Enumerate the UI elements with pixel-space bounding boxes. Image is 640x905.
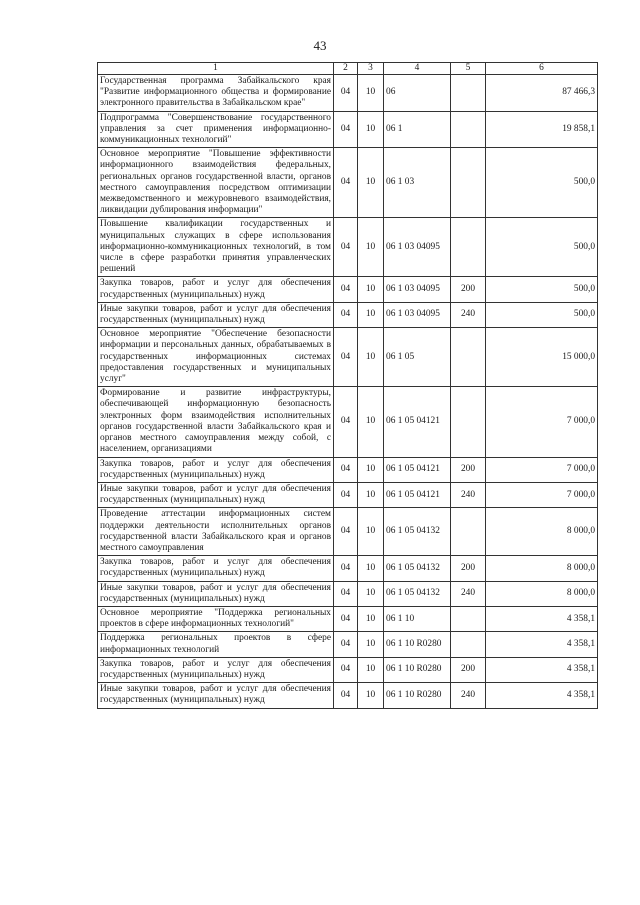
row-section: 04 bbox=[334, 111, 358, 148]
row-expense-type: 240 bbox=[451, 581, 486, 606]
row-target-code: 06 1 05 bbox=[384, 328, 451, 387]
row-subsection: 10 bbox=[358, 387, 384, 457]
row-subsection: 10 bbox=[358, 148, 384, 218]
row-name: Иные закупки товаров, работ и услуг для обеспечения государственных (муниципальных) нужд bbox=[98, 683, 334, 708]
row-target-code: 06 1 05 04121 bbox=[384, 387, 451, 457]
row-expense-type bbox=[451, 75, 486, 112]
row-amount: 8 000,0 bbox=[486, 508, 598, 556]
row-target-code: 06 1 10 R0280 bbox=[384, 683, 451, 708]
row-name: Закупка товаров, работ и услуг для обеспечения государственных (муниципальных) нужд bbox=[98, 556, 334, 581]
header-row bbox=[98, 63, 598, 75]
row-expense-type bbox=[451, 218, 486, 277]
row-subsection: 10 bbox=[358, 302, 384, 327]
table-row bbox=[98, 606, 598, 631]
row-section: 04 bbox=[334, 657, 358, 682]
row-expense-type bbox=[451, 387, 486, 457]
row-amount: 4 358,1 bbox=[486, 657, 598, 682]
row-name: Проведение аттестации информационных систем поддержки деятельности исполнительных органов государственной власти Забайкальского края и органов местного самоуправления bbox=[98, 508, 334, 556]
row-section: 04 bbox=[334, 482, 358, 507]
row-name: Подпрограмма "Совершенствование государственного управления за счет применения информационно-коммуникационных технологий" bbox=[98, 111, 334, 148]
row-amount: 15 000,0 bbox=[486, 328, 598, 387]
row-target-code: 06 1 03 04095 bbox=[384, 302, 451, 327]
row-amount: 4 358,1 bbox=[486, 606, 598, 631]
page-number: 43 bbox=[313, 38, 327, 53]
row-subsection: 10 bbox=[358, 581, 384, 606]
row-amount: 7 000,0 bbox=[486, 387, 598, 457]
row-name: Основное мероприятие "Поддержка региональных проектов в сфере информационных технологий" bbox=[98, 606, 334, 631]
table-row bbox=[98, 657, 598, 682]
budget-table bbox=[97, 62, 598, 709]
row-section: 04 bbox=[334, 508, 358, 556]
row-target-code: 06 1 10 bbox=[384, 606, 451, 631]
row-name: Основное мероприятие "Обеспечение безопасности информации и персональных данных, обрабатываемых в государственных информационных системах предоставления государственных и муниципальных услуг" bbox=[98, 328, 334, 387]
row-target-code: 06 1 10 R0280 bbox=[384, 632, 451, 657]
row-amount: 500,0 bbox=[486, 218, 598, 277]
row-target-code: 06 1 05 04121 bbox=[384, 482, 451, 507]
row-name: Закупка товаров, работ и услуг для обеспечения государственных (муниципальных) нужд bbox=[98, 277, 334, 302]
row-name: Иные закупки товаров, работ и услуг для обеспечения государственных (муниципальных) нужд bbox=[98, 581, 334, 606]
row-amount: 500,0 bbox=[486, 302, 598, 327]
row-target-code: 06 1 03 04095 bbox=[384, 277, 451, 302]
row-expense-type bbox=[451, 632, 486, 657]
row-section: 04 bbox=[334, 581, 358, 606]
row-subsection: 10 bbox=[358, 457, 384, 482]
row-section: 04 bbox=[334, 683, 358, 708]
row-subsection: 10 bbox=[358, 632, 384, 657]
table-row bbox=[98, 218, 598, 277]
row-amount: 4 358,1 bbox=[486, 632, 598, 657]
row-subsection: 10 bbox=[358, 683, 384, 708]
row-subsection: 10 bbox=[358, 556, 384, 581]
row-name: Закупка товаров, работ и услуг для обеспечения государственных (муниципальных) нужд bbox=[98, 457, 334, 482]
row-subsection: 10 bbox=[358, 657, 384, 682]
row-section: 04 bbox=[334, 148, 358, 218]
header-cell-1: 1 bbox=[98, 63, 334, 75]
row-expense-type bbox=[451, 148, 486, 218]
row-amount: 500,0 bbox=[486, 277, 598, 302]
row-section: 04 bbox=[334, 218, 358, 277]
table-row bbox=[98, 328, 598, 387]
row-expense-type: 200 bbox=[451, 277, 486, 302]
header-cell-3: 3 bbox=[358, 63, 384, 75]
table-row bbox=[98, 482, 598, 507]
row-target-code: 06 1 05 04132 bbox=[384, 556, 451, 581]
header-cell-4: 4 bbox=[384, 63, 451, 75]
row-target-code: 06 1 10 R0280 bbox=[384, 657, 451, 682]
row-subsection: 10 bbox=[358, 277, 384, 302]
row-name: Формирование и развитие инфраструктуры, обеспечивающей информационную безопасность электронных форм взаимодействия исполнительных органов государственной власти Забайкальского края и органов местного самоуправления между собой, с населением, организациями bbox=[98, 387, 334, 457]
row-section: 04 bbox=[334, 387, 358, 457]
row-amount: 7 000,0 bbox=[486, 457, 598, 482]
row-target-code: 06 1 05 04121 bbox=[384, 457, 451, 482]
row-section: 04 bbox=[334, 328, 358, 387]
row-amount: 19 858,1 bbox=[486, 111, 598, 148]
row-section: 04 bbox=[334, 606, 358, 631]
table-row bbox=[98, 148, 598, 218]
row-amount: 4 358,1 bbox=[486, 683, 598, 708]
row-section: 04 bbox=[334, 277, 358, 302]
table-row bbox=[98, 556, 598, 581]
header-cell-5: 5 bbox=[451, 63, 486, 75]
table-row bbox=[98, 632, 598, 657]
row-expense-type bbox=[451, 328, 486, 387]
header-cell-6: 6 bbox=[486, 63, 598, 75]
table-row bbox=[98, 75, 598, 112]
row-name: Иные закупки товаров, работ и услуг для обеспечения государственных (муниципальных) нужд bbox=[98, 482, 334, 507]
row-section: 04 bbox=[334, 457, 358, 482]
row-name: Поддержка региональных проектов в сфере информационных технологий bbox=[98, 632, 334, 657]
row-name: Государственная программа Забайкальского края "Развитие информационного общества и формирование электронного правительства в Забайкальском крае" bbox=[98, 75, 334, 112]
row-subsection: 10 bbox=[358, 328, 384, 387]
row-section: 04 bbox=[334, 556, 358, 581]
row-target-code: 06 1 bbox=[384, 111, 451, 148]
table-row bbox=[98, 457, 598, 482]
table-row bbox=[98, 683, 598, 708]
row-name: Закупка товаров, работ и услуг для обеспечения государственных (муниципальных) нужд bbox=[98, 657, 334, 682]
row-subsection: 10 bbox=[358, 75, 384, 112]
table-row bbox=[98, 581, 598, 606]
row-amount: 7 000,0 bbox=[486, 482, 598, 507]
row-target-code: 06 1 03 04095 bbox=[384, 218, 451, 277]
header-cell-2: 2 bbox=[334, 63, 358, 75]
row-expense-type: 240 bbox=[451, 482, 486, 507]
row-expense-type: 200 bbox=[451, 556, 486, 581]
row-expense-type: 240 bbox=[451, 302, 486, 327]
row-target-code: 06 1 03 bbox=[384, 148, 451, 218]
row-section: 04 bbox=[334, 302, 358, 327]
row-target-code: 06 1 05 04132 bbox=[384, 581, 451, 606]
row-expense-type: 200 bbox=[451, 457, 486, 482]
row-section: 04 bbox=[334, 632, 358, 657]
row-amount: 87 466,3 bbox=[486, 75, 598, 112]
row-subsection: 10 bbox=[358, 111, 384, 148]
row-name: Основное мероприятие "Повышение эффективности информационного взаимодействия федеральных, региональных органов государственной власти, органов местного самоуправления посредством оптимизации межведомственного и межуровневого взаимодействия, ликвидации дублирования информации" bbox=[98, 148, 334, 218]
row-target-code: 06 1 05 04132 bbox=[384, 508, 451, 556]
table-row bbox=[98, 387, 598, 457]
row-amount: 8 000,0 bbox=[486, 556, 598, 581]
table-row bbox=[98, 508, 598, 556]
row-subsection: 10 bbox=[358, 606, 384, 631]
row-expense-type bbox=[451, 508, 486, 556]
row-expense-type bbox=[451, 606, 486, 631]
table-row bbox=[98, 277, 598, 302]
row-amount: 500,0 bbox=[486, 148, 598, 218]
row-name: Иные закупки товаров, работ и услуг для обеспечения государственных (муниципальных) нужд bbox=[98, 302, 334, 327]
row-name: Повышение квалификации государственных и муниципальных служащих в сфере использования информационно-коммуникационных технологий, в том числе в сфере разработки принятия управленческих решений bbox=[98, 218, 334, 277]
row-expense-type: 240 bbox=[451, 683, 486, 708]
row-subsection: 10 bbox=[358, 482, 384, 507]
row-subsection: 10 bbox=[358, 508, 384, 556]
row-subsection: 10 bbox=[358, 218, 384, 277]
table-row bbox=[98, 302, 598, 327]
row-target-code: 06 bbox=[384, 75, 451, 112]
row-expense-type: 200 bbox=[451, 657, 486, 682]
row-amount: 8 000,0 bbox=[486, 581, 598, 606]
table-row bbox=[98, 111, 598, 148]
row-expense-type bbox=[451, 111, 486, 148]
row-section: 04 bbox=[334, 75, 358, 112]
